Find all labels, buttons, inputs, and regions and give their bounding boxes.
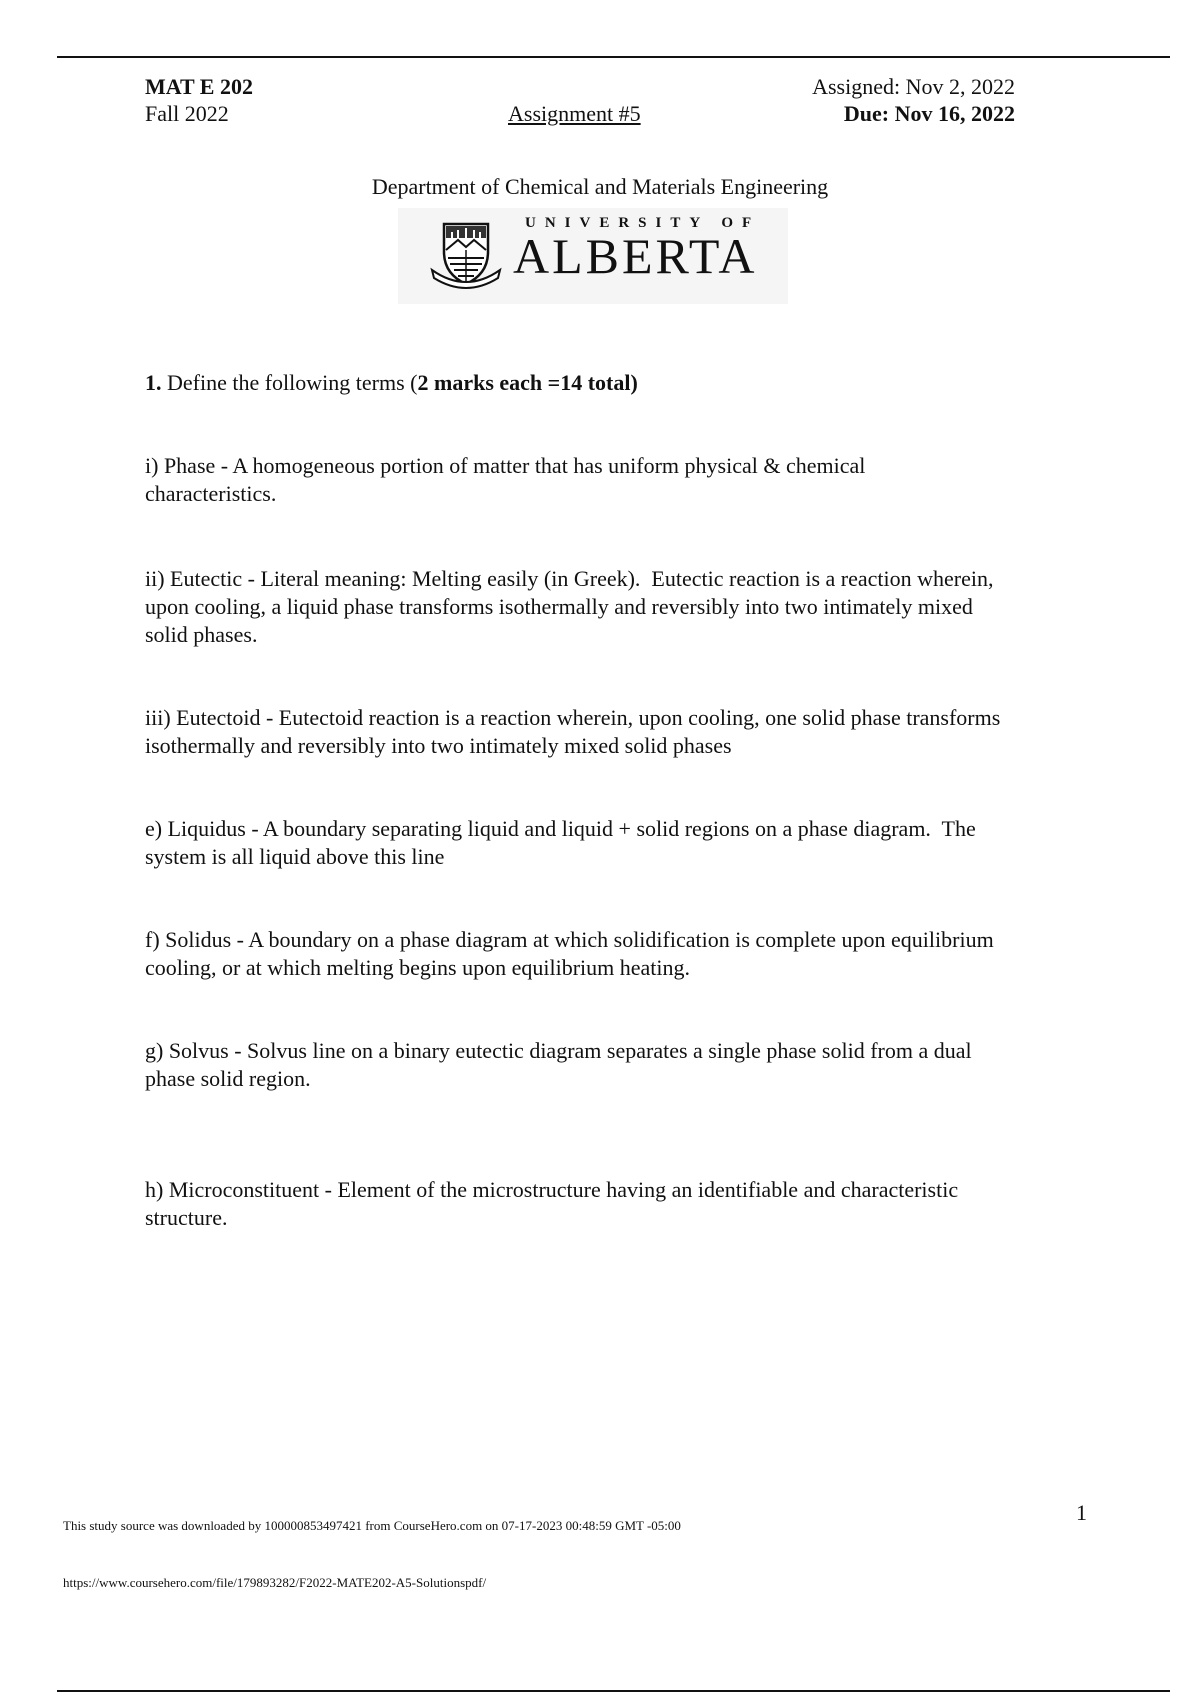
due-date: Due: Nov 16, 2022 <box>843 101 1015 126</box>
university-crest-icon <box>428 214 504 290</box>
definition-solidus: f) Solidus - A boundary on a phase diagram at which solidification is complete upon equilibrium cooling, or at which melting begins upon equilibrium heating. <box>145 927 994 980</box>
assigned-date: Assigned: Nov 2, 2022 <box>812 74 1015 99</box>
definition-microconstituent: h) Microconstituent - Element of the microstructure having an identifiable and characteristic structure. <box>145 1177 959 1230</box>
question-text: Define the following terms ( <box>167 370 418 395</box>
download-notice: This study source was downloaded by 100000853497421 from CourseHero.com on 07-17-2023 00:48:59 GMT -05:00 <box>63 1518 681 1533</box>
bottom-rule <box>57 1690 1170 1692</box>
definition-phase: i) Phase - A homogeneous portion of matter that has uniform physical & chemical characteristics. <box>145 453 866 506</box>
course-code: MAT E 202 <box>145 74 253 99</box>
logo-text-main: ALBERTA <box>513 228 758 284</box>
definition-liquidus: e) Liquidus - A boundary separating liquid and liquid + solid regions on a phase diagram. The system is all liquid above this line <box>145 816 976 869</box>
question-marks: 2 marks each =14 total) <box>417 370 638 395</box>
term: Fall 2022 <box>145 101 229 126</box>
question-number: 1. <box>145 370 162 395</box>
logo-text-top: UNIVERSITY OF <box>525 215 761 231</box>
question-1-heading <box>145 370 638 396</box>
source-url[interactable]: https://www.coursehero.com/file/179893282/F2022-MATE202-A5-Solutionspdf/ <box>63 1575 487 1590</box>
definition-eutectoid: iii) Eutectoid - Eutectoid reaction is a reaction wherein, upon cooling, one solid phase transforms isothermally and reversibly into two intimately mixed solid phases <box>145 705 1001 758</box>
university-logo <box>398 208 788 304</box>
page-number: 1 <box>1076 1500 1087 1525</box>
definition-eutectic: ii) Eutectic - Literal meaning: Melting easily (in Greek). Eutectic reaction is a reaction wherein, upon cooling, a liquid phase transforms isothermally and reversibly into two intimately mixed solid phases. <box>145 566 994 647</box>
department-name: Department of Chemical and Materials Engineering <box>371 174 829 199</box>
definition-solvus: g) Solvus - Solvus line on a binary eutectic diagram separates a single phase solid from a dual phase solid region. <box>145 1038 972 1091</box>
top-rule <box>57 56 1170 58</box>
assignment-title: Assignment #5 <box>508 101 641 126</box>
